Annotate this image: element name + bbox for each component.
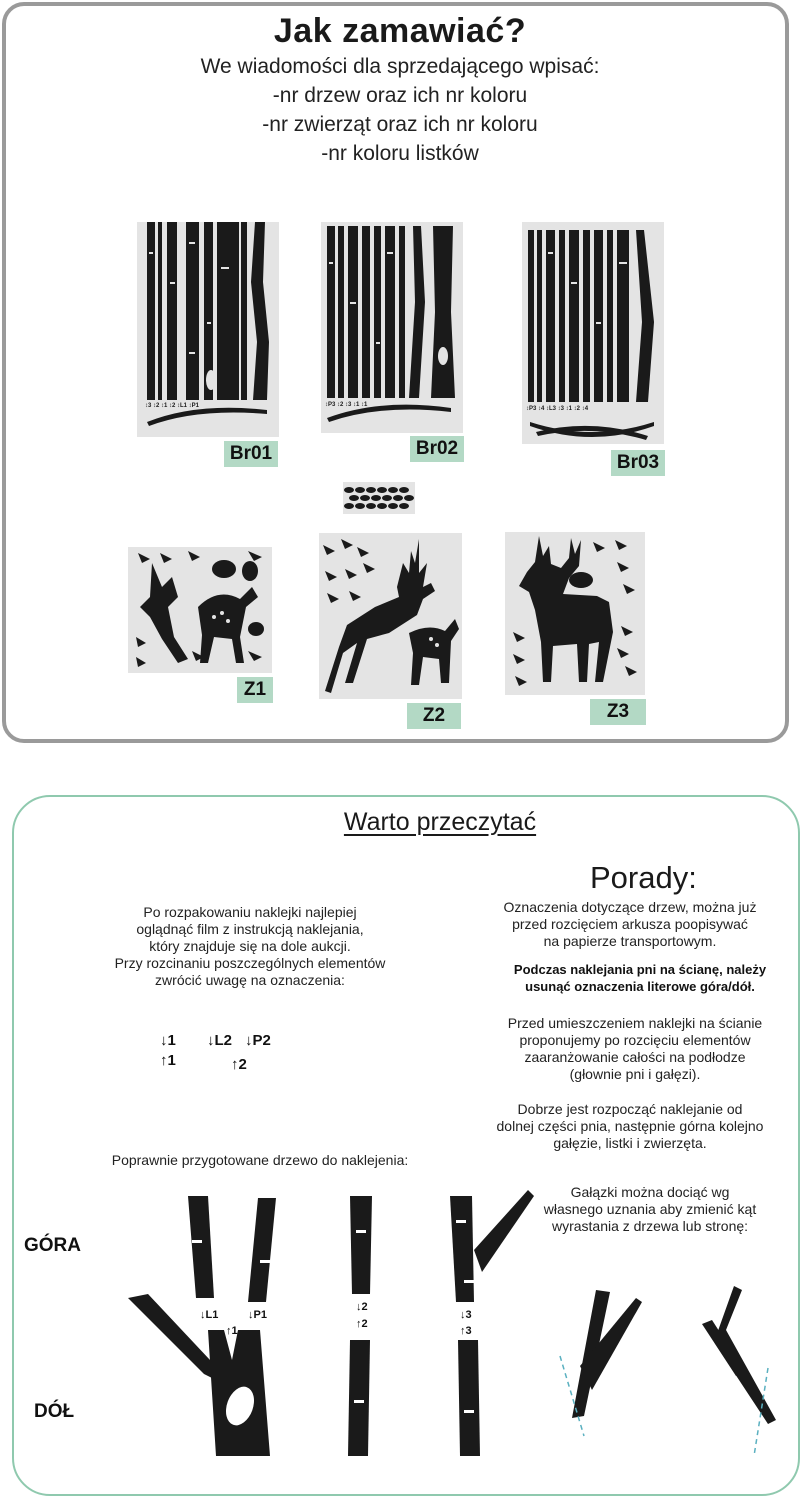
- tree-sheet-br02: [321, 222, 463, 433]
- birch-trees-illustration: [137, 222, 279, 437]
- br02-cut-marks: ↕P3 ↕2 ↕3 ↕1 ↕1: [325, 402, 368, 408]
- tip-1: Oznaczenia dotyczące drzew, można już przed rozcięciem arkusza poopisywać na papierze transportowym.: [503, 899, 757, 949]
- top-label: GÓRA: [24, 1235, 81, 1256]
- code-label-z2: Z2: [407, 703, 461, 729]
- birch-trees-illustration: [522, 222, 664, 444]
- order-title: Jak zamawiać?: [273, 12, 527, 50]
- animal-sheet-z1: [128, 547, 272, 673]
- code-label-br01: Br01: [224, 441, 278, 467]
- bottom-label: DÓŁ: [34, 1401, 75, 1422]
- tree-mark-down-2: ↓2: [356, 1301, 368, 1313]
- order-line-3: -nr zwierząt oraz ich nr koloru: [262, 113, 538, 136]
- order-line-4: -nr koloru listków: [321, 142, 479, 165]
- mark-down-1: ↓1: [160, 1032, 176, 1049]
- trunk-middle-upper: [350, 1196, 372, 1294]
- trunk-upper-right: [248, 1198, 276, 1302]
- prepared-tree-diagram: [120, 1190, 540, 1490]
- br03-cut-marks: ↕P3 ↕4 ↕L3 ↕3 ↕1 ↕2 ↕4: [526, 406, 589, 412]
- branch-right-upper: [474, 1190, 534, 1272]
- mark-up-1: ↑1: [160, 1052, 176, 1069]
- order-line-1: We wiadomości dla sprzedającego wpisać:: [200, 55, 600, 78]
- code-label-z3: Z3: [590, 699, 646, 725]
- tree-mark-up-1: ↑1: [226, 1325, 238, 1337]
- leaves-illustration: [343, 482, 415, 514]
- tip-2: Podczas naklejania pni na ścianę, należy usunąć oznaczenia literowe góra/dół.: [513, 962, 767, 994]
- tip-3: Przed umieszczeniem naklejki na ścianie proponujemy po rozcięciu elementów zaaranżowanie całości na podłodze (głownie pni i gałęzi).: [507, 1015, 763, 1082]
- tree-mark-p1: ↓P1: [248, 1309, 267, 1321]
- animal-sheet-z3: [505, 532, 645, 695]
- trunk-right-upper: [450, 1196, 474, 1302]
- tree-mark-up-2: ↑2: [356, 1318, 368, 1330]
- tips-title: Porady:: [590, 860, 697, 895]
- tree-mark-l1: ↓L1: [200, 1309, 219, 1321]
- tree-mark-up-3: ↑3: [460, 1325, 472, 1337]
- trunk-upper-left: [188, 1196, 214, 1298]
- tree-sheet-br01: [137, 222, 279, 437]
- trunk-middle-lower: [348, 1340, 370, 1456]
- mark-down-p2: ↓P2: [245, 1032, 271, 1049]
- prepared-tree-caption: Poprawnie przygotowane drzewo do naklejenia:: [111, 1152, 409, 1168]
- deer-fawns-birds-illustration: [128, 547, 272, 673]
- tree-sheet-br03: [522, 222, 664, 444]
- code-label-br02: Br02: [410, 436, 464, 462]
- code-label-br03: Br03: [611, 450, 665, 476]
- tree-mark-down-3: ↓3: [460, 1309, 472, 1321]
- tip-4: Dobrze jest rozpocząć naklejanie od dolnej części pnia, następnie górna kolejno gałęzie, listki i zwierzęta.: [496, 1101, 764, 1151]
- animal-sheet-z2: [319, 533, 462, 699]
- branch-cut-diagram: [550, 1280, 790, 1460]
- mark-up-2: ↑2: [231, 1056, 247, 1073]
- code-label-z1: Z1: [237, 677, 273, 703]
- order-line-2: -nr drzew oraz ich nr koloru: [272, 84, 528, 107]
- stag-rabbit-birds-illustration: [505, 532, 645, 695]
- br01-cut-marks: ↕3 ↕2 ↕1 ↕2 ↕L1 ↕P1: [145, 403, 200, 409]
- deer-fawn-birds-illustration: [319, 533, 462, 699]
- birch-trees-illustration: [321, 222, 463, 433]
- leaves-strip: [343, 482, 415, 514]
- intro-paragraph: Po rozpakowaniu naklejki najlepiej oglądnąć film z instrukcją naklejania, który znajduje się na dole aukcji. Przy rozcinaniu poszczególnych elementów zwrócić uwagę na oznaczenia:: [114, 904, 386, 988]
- branch-left: [128, 1294, 219, 1380]
- mark-down-l2: ↓L2: [207, 1032, 233, 1049]
- tip-5: Gałązki można dociąć wg własnego uznania aby zmienić kąt wyrastania z drzewa lub stronę:: [543, 1184, 757, 1234]
- instructions-title: Warto przeczytać: [343, 808, 537, 836]
- trunk-right-lower: [458, 1340, 480, 1456]
